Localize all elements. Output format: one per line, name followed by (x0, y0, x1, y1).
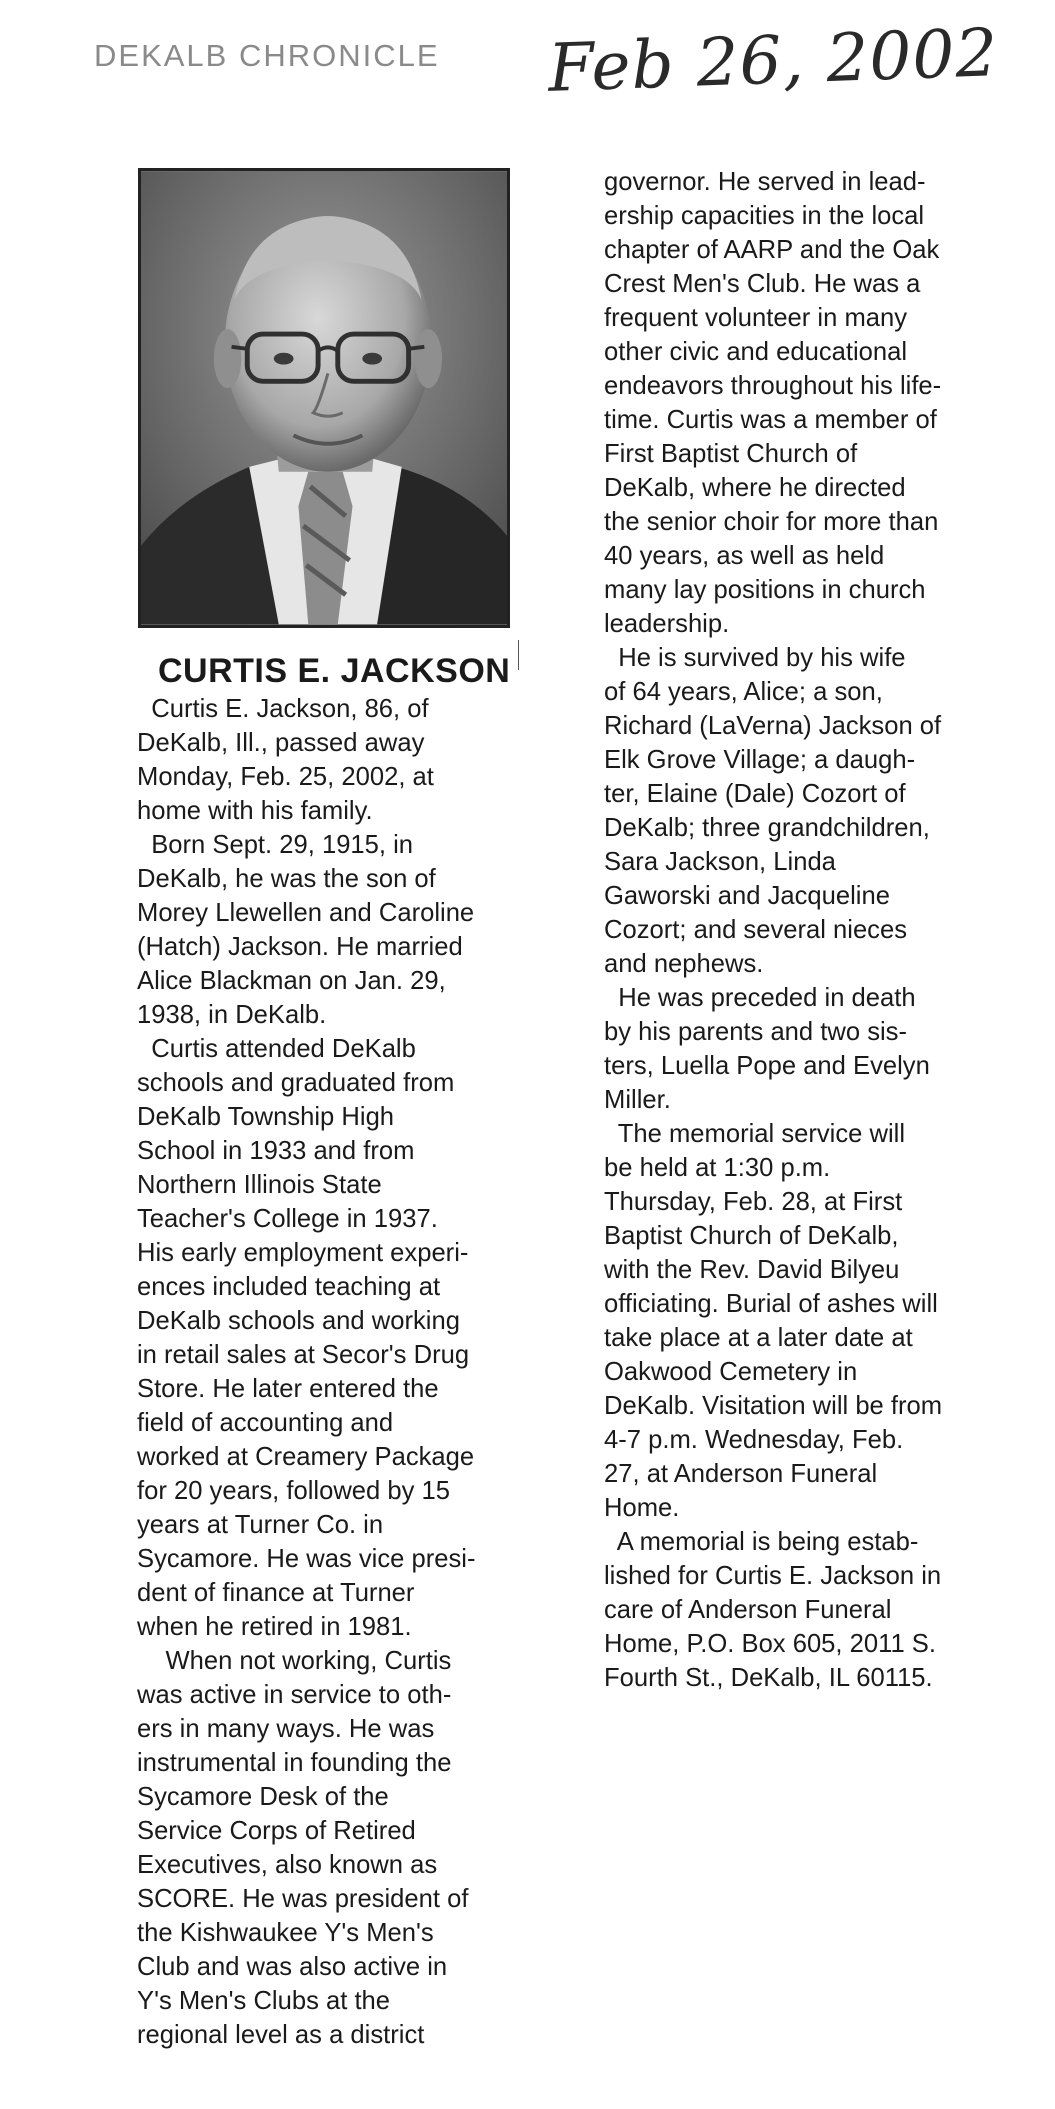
text-line: regional level as a district (137, 2021, 425, 2049)
text-line: School in 1933 and from (137, 1137, 415, 1165)
text-line: 1938, in DeKalb. (137, 1001, 327, 1029)
text-line: time. Curtis was a member of (604, 406, 937, 434)
text-line: care of Anderson Funeral (604, 1596, 892, 1624)
text-line: Sycamore. He was vice presi- (137, 1545, 476, 1573)
text-line: leadership. (604, 610, 730, 638)
text-line: ters, Luella Pope and Evelyn (604, 1052, 930, 1080)
text-line: Born Sept. 29, 1915, in (137, 831, 414, 859)
text-line: Morey Llewellen and Caroline (137, 899, 475, 927)
text-line: DeKalb, he was the son of (137, 865, 436, 893)
text-line: He is survived by his wife (604, 644, 906, 672)
text-line: worked at Creamery Package (137, 1443, 475, 1471)
text-line: When not working, Curtis (137, 1647, 452, 1675)
text-line: The memorial service will (604, 1120, 906, 1148)
text-line: the Kishwaukee Y's Men's (137, 1919, 434, 1947)
right-column (604, 165, 1004, 1695)
text-line: Thursday, Feb. 28, at First (604, 1188, 903, 1216)
text-line: officiating. Burial of ashes will (604, 1290, 938, 1318)
text-line: when he retired in 1981. (137, 1613, 412, 1641)
text-line: Home. (604, 1494, 680, 1522)
handwritten-date: Feb 26, 2002 (546, 14, 1000, 107)
text-line: A memorial is being estab- (604, 1528, 919, 1556)
masthead: DEKALB CHRONICLE (94, 38, 440, 73)
text-line: His early employment experi- (137, 1239, 469, 1267)
text-line: chapter of AARP and the Oak (604, 236, 940, 264)
text-line: schools and graduated from (137, 1069, 455, 1097)
text-line: ter, Elaine (Dale) Cozort of (604, 780, 906, 808)
text-line: of 64 years, Alice; a son, (604, 678, 883, 706)
text-line: 27, at Anderson Funeral (604, 1460, 878, 1488)
text-line: Miller. (604, 1086, 671, 1114)
text-line: DeKalb Township High (137, 1103, 395, 1131)
text-line: Curtis E. Jackson, 86, of (137, 695, 429, 723)
text-line: Executives, also known as (137, 1851, 438, 1879)
text-line: with the Rev. David Bilyeu (604, 1256, 900, 1284)
text-line: was active in service to oth- (137, 1681, 452, 1709)
text-line: home with his family. (137, 797, 373, 825)
text-line: Store. He later entered the (137, 1375, 439, 1403)
text-line: 4-7 p.m. Wednesday, Feb. (604, 1426, 904, 1454)
text-line: Sara Jackson, Linda (604, 848, 836, 876)
text-line: and nephews. (604, 950, 764, 978)
text-line: DeKalb, Ill., passed away (137, 729, 425, 757)
text-line: frequent volunteer in many (604, 304, 908, 332)
text-line: ers in many ways. He was (137, 1715, 435, 1743)
text-line: in retail sales at Secor's Drug (137, 1341, 470, 1369)
text-line: Teacher's College in 1937. (137, 1205, 438, 1233)
text-line: years at Turner Co. in (137, 1511, 384, 1539)
text-line: First Baptist Church of (604, 440, 858, 468)
text-line: Oakwood Cemetery in (604, 1358, 858, 1386)
text-line: ences included teaching at (137, 1273, 441, 1301)
text-line: Service Corps of Retired (137, 1817, 416, 1845)
text-line: endeavors throughout his life- (604, 372, 942, 400)
text-line: Baptist Church of DeKalb, (604, 1222, 899, 1250)
text-line: for 20 years, followed by 15 (137, 1477, 450, 1505)
text-line: Home, P.O. Box 605, 2011 S. (604, 1630, 936, 1658)
text-line: Cozort; and several nieces (604, 916, 908, 944)
text-line: Fourth St., DeKalb, IL 60115. (604, 1664, 933, 1692)
text-line: DeKalb; three grandchildren, (604, 814, 930, 842)
text-line: Curtis attended DeKalb (137, 1035, 416, 1063)
text-line: instrumental in founding the (137, 1749, 452, 1777)
text-line: Crest Men's Club. He was a (604, 270, 921, 298)
text-line: Alice Blackman on Jan. 29, (137, 967, 446, 995)
text-line: DeKalb, where he directed (604, 474, 906, 502)
text-line: be held at 1:30 p.m. (604, 1154, 831, 1182)
text-line: Gaworski and Jacqueline (604, 882, 890, 910)
text-line: Y's Men's Clubs at the (137, 1987, 391, 2015)
text-line: Richard (LaVerna) Jackson of (604, 712, 942, 740)
portrait-illustration (141, 171, 507, 625)
text-line: Club and was also active in (137, 1953, 448, 1981)
text-line: Northern Illinois State (137, 1171, 382, 1199)
text-line: by his parents and two sis- (604, 1018, 908, 1046)
text-line: He was preceded in death (604, 984, 916, 1012)
text-line: DeKalb schools and working (137, 1307, 460, 1335)
text-line: lished for Curtis E. Jackson in (604, 1562, 942, 1590)
column-divider (518, 640, 519, 670)
text-line: Elk Grove Village; a daugh- (604, 746, 916, 774)
text-line: 40 years, as well as held (604, 542, 885, 570)
text-line: ership capacities in the local (604, 202, 925, 230)
text-line: DeKalb. Visitation will be from (604, 1392, 943, 1420)
text-line: Monday, Feb. 25, 2002, at (137, 763, 434, 791)
text-line: take place at a later date at (604, 1324, 913, 1352)
obituary-headline: CURTIS E. JACKSON (158, 652, 511, 690)
text-line: other civic and educational (604, 338, 908, 366)
text-line: governor. He served in lead- (604, 168, 926, 196)
text-line: (Hatch) Jackson. He married (137, 933, 463, 961)
portrait-photo (138, 168, 510, 628)
text-line: SCORE. He was president of (137, 1885, 469, 1913)
left-column (137, 692, 527, 2052)
text-line: the senior choir for more than (604, 508, 939, 536)
text-line: many lay positions in church (604, 576, 926, 604)
text-line: dent of finance at Turner (137, 1579, 415, 1607)
text-line: field of accounting and (137, 1409, 394, 1437)
text-line: Sycamore Desk of the (137, 1783, 389, 1811)
